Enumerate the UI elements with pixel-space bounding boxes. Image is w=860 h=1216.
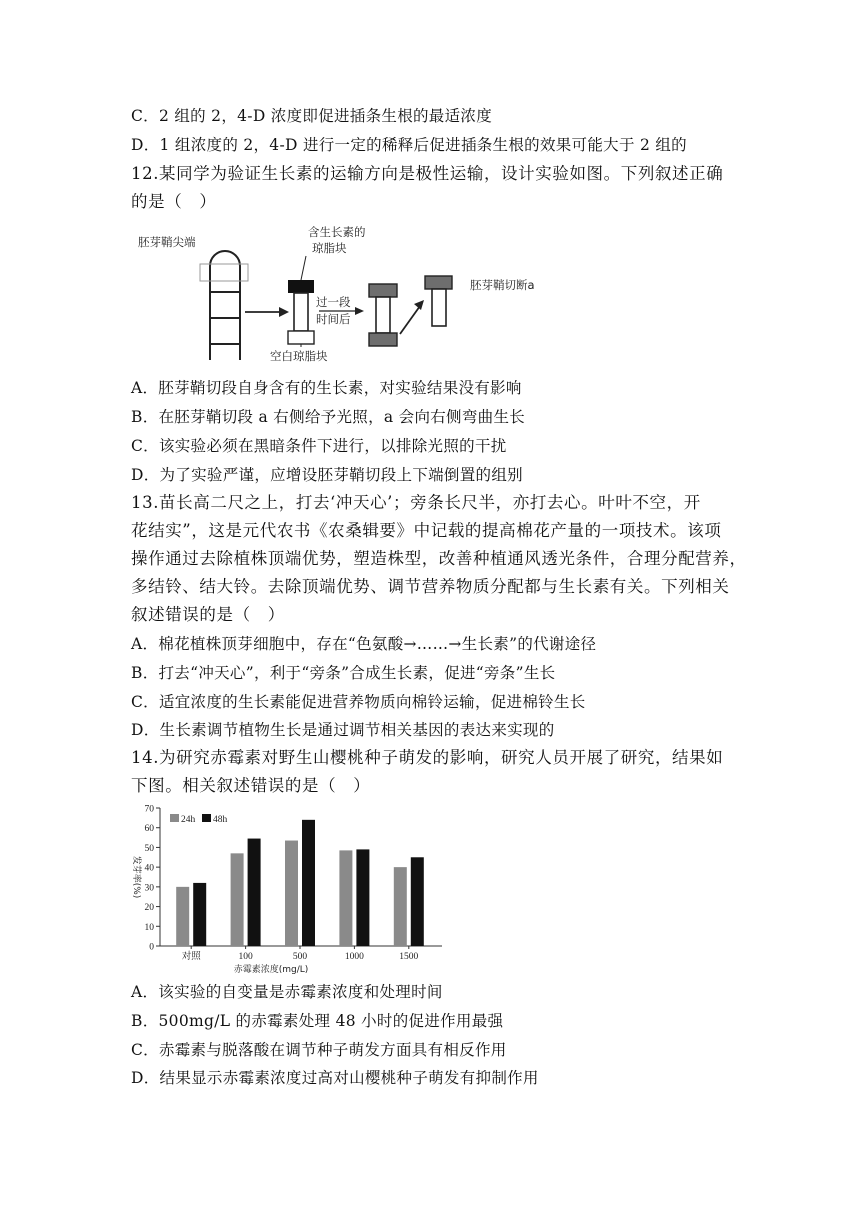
q13-stem-line1: 13.苗长高二尺之上，打去‘冲天心’；旁条长尺半，亦打去心。叶叶不空，开 (131, 493, 701, 512)
x-axis-label: 赤霉素浓度(mg/L) (233, 965, 309, 975)
bar-48h-3 (356, 849, 369, 946)
q14-option-a: A．该实验的自变量是赤霉素浓度和处理时间 (131, 983, 443, 1001)
q12-option-a: A．胚芽鞘切段自身含有的生长素，对实验结果没有影响 (131, 379, 522, 397)
y-tick-label: 30 (144, 883, 154, 894)
option-c-prev: C．2 组的 2，4-D 浓度即促进插条生根的最适浓度 (131, 107, 492, 125)
y-tick-label: 60 (144, 824, 154, 835)
q13-stem-line4: 多结铃、结大铃。去除顶端优势、调节营养物质分配都与生长素有关。下列相关 (131, 577, 730, 596)
time-label-1: 过一段 (316, 295, 351, 309)
y-axis-label: 发芽率(%) (131, 855, 141, 899)
auxin-agar-label-2: 琼脂块 (312, 241, 347, 255)
diagonal-arrow-icon (400, 300, 424, 334)
q13-stem-line3: 操作通过去除植株顶端优势，塑造株型，改善种植通风透光条件，合理分配营养， (131, 549, 747, 568)
x-tick-label: 1000 (344, 952, 364, 962)
q12-option-d: D．为了实验严谨，应增设胚芽鞘切段上下端倒置的组别 (131, 466, 523, 484)
y-tick-label: 40 (144, 863, 154, 874)
legend-label-24h: 24h (181, 815, 196, 825)
q13-option-a: A．棉花植株顶芽细胞中，存在“色氨酸→……→生长素”的代谢途径 (131, 635, 597, 653)
legend-label-48h: 48h (213, 815, 228, 825)
segment-a-agar (425, 276, 452, 289)
bar-24h-2 (285, 841, 298, 946)
q12-option-c: C．该实验必须在黑暗条件下进行，以排除光照的干扰 (131, 437, 507, 455)
y-tick-label: 0 (149, 942, 154, 953)
bar-48h-0 (193, 883, 206, 946)
bar-24h-1 (231, 853, 244, 946)
x-tick-label: 对照 (181, 952, 201, 962)
x-tick-label: 500 (292, 952, 308, 962)
legend-swatch-24h (170, 814, 179, 822)
q12-stem-line1: 12.某同学为验证生长素的运输方向是极性运输，设计实验如图。下列叙述正确 (131, 164, 724, 183)
q12-option-b: B．在胚芽鞘切段 a 右侧给予光照，a 会向右侧弯曲生长 (131, 408, 526, 426)
time-label-2: 时间后 (316, 312, 351, 326)
result-segment (376, 297, 390, 333)
bar-24h-4 (394, 867, 407, 946)
coleoptile-segment (294, 293, 308, 331)
bar-24h-0 (176, 887, 189, 946)
auxin-agar-label-1: 含生长素的 (308, 225, 366, 239)
bar-48h-4 (411, 857, 424, 946)
tip-label: 胚芽鞘尖端 (138, 235, 196, 249)
q12-stem-line2: 的是（ ） (131, 192, 217, 211)
germination-bar-chart (120, 798, 450, 978)
q14-option-d: D．结果显示赤霉素浓度过高对山樱桃种子萌发有抑制作用 (131, 1069, 539, 1087)
q13-option-c: C．适宜浓度的生长素能促进营养物质向棉铃运输，促进棉铃生长 (131, 693, 586, 711)
q13-stem-line5: 叙述错误的是（ ） (131, 605, 285, 624)
option-d-prev: D．1 组浓度的 2，4-D 进行一定的稀释后促进插条生根的效果可能大于 2 组的 (131, 136, 687, 154)
y-tick-label: 50 (144, 843, 154, 854)
result-bottom-agar (369, 333, 397, 346)
bar-48h-1 (248, 839, 261, 946)
auxin-agar-block (288, 280, 314, 293)
segment-a-label: 胚芽鞘切断a (470, 278, 535, 292)
result-top-agar (369, 284, 397, 297)
arrow-right-icon (245, 307, 289, 317)
y-tick-label: 10 (144, 922, 154, 933)
q13-stem-line2: 花结实”，这是元代农书《农桑辑要》中记载的提高棉花产量的一项技术。该项 (131, 521, 722, 540)
q13-option-d: D．生长素调节植物生长是通过调节相关基因的表达来实现的 (131, 721, 555, 739)
coleoptile-shape (210, 251, 240, 360)
q14-option-b: B．500mg/L 的赤霉素处理 48 小时的促进作用最强 (131, 1012, 504, 1030)
q14-stem-line2: 下图。相关叙述错误的是（ ） (131, 776, 371, 795)
y-tick-label: 70 (144, 804, 154, 815)
blank-agar-label: 空白琼脂块 (270, 349, 328, 363)
x-tick-label: 1500 (399, 952, 419, 962)
y-tick-label: 20 (144, 903, 154, 914)
q13-option-b: B．打去“冲天心”，利于“旁条”合成生长素，促进“旁条”生长 (131, 664, 556, 682)
bar-24h-3 (339, 850, 352, 946)
q14-option-c: C．赤霉素与脱落酸在调节种子萌发方面具有相反作用 (131, 1041, 507, 1059)
q14-stem-line1: 14.为研究赤霉素对野生山樱桃种子萌发的影响，研究人员开展了研究，结果如 (131, 748, 724, 767)
segment-a (432, 289, 446, 326)
q12-experiment-diagram (128, 222, 588, 370)
blank-agar-block (288, 331, 314, 344)
x-tick-label: 100 (238, 952, 253, 962)
legend-swatch-48h (202, 814, 211, 822)
bar-48h-2 (302, 820, 315, 946)
